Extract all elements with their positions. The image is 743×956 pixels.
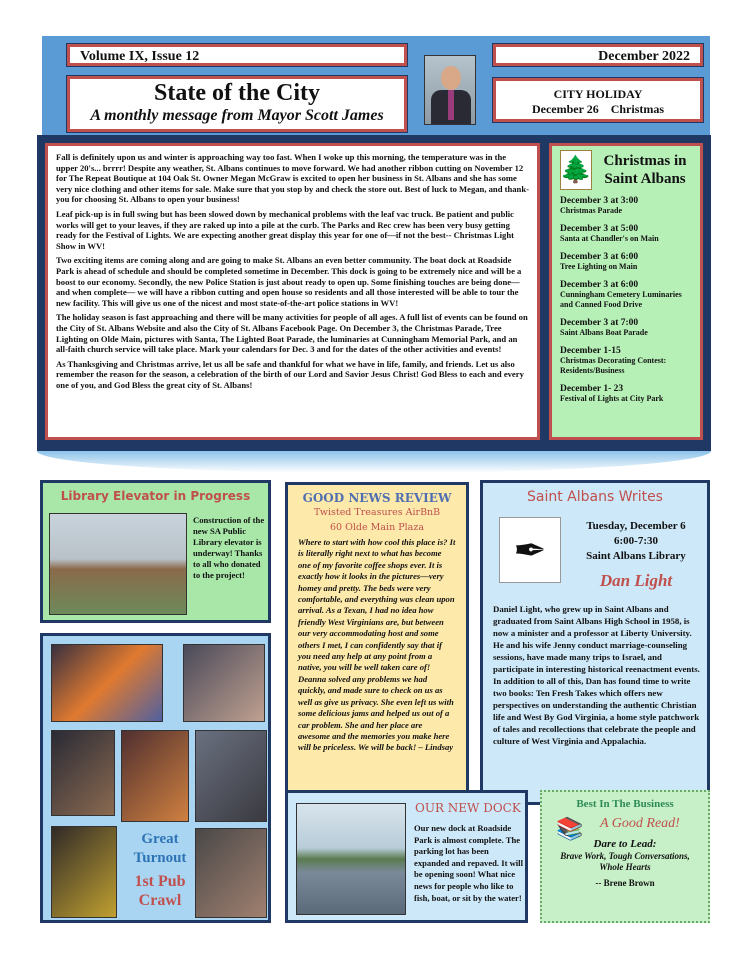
review-address: 60 Olde Main Plaza — [330, 522, 424, 533]
christmas-title: Christmas in Saint Albans — [603, 153, 687, 187]
article-paragraph: Fall is definitely upon us and winter is approaching way too fast. When I woke up this morning, the temperature was in the upper 20's... brrrr! Despite any weather, St. Albans continues to move forward. We had another ribbon cutting on November 12 for The Repeat Boutique at 104 Oak St. Owner Megan McGraw is excited to open her business in St. Albans and she has some very nice clothing and other items for sale. Make sure that you stop by and check the store out. Best of luck to Megan, and thank-you for choosing St. Albans to open your business! — [56, 152, 529, 205]
city-holiday-box — [493, 78, 703, 122]
photo — [51, 826, 117, 918]
best-in-business — [540, 790, 710, 923]
article-paragraph: Two exciting items are coming along and are going to make St. Albans an even better community. The boat dock at Roadside Park is ahead of schedule and should be completed sometime in December. This dock is going to be extremely nice and will be a boost to our economy. Secondly, the new Police Station is just about ready to open up. Some finishing touches are being done—and when complete— we will have a ribbon cutting and open house so residents and all those interested will be able to tour the new facility. This will give us one of the nicest and most state-of-the-art police stations in WV! — [56, 255, 522, 308]
event-name: Cunningham Cemetery Luminaries and Canned Food Drive — [560, 290, 682, 309]
author-signature: Dan Light — [599, 571, 673, 590]
event-item — [560, 318, 692, 338]
mayor-photo — [424, 55, 476, 125]
event-info — [571, 519, 701, 564]
event-item — [560, 196, 692, 216]
photo — [121, 730, 189, 822]
book-title: Dare to Lead: — [593, 838, 657, 850]
pen-icon: ✒ — [499, 517, 561, 583]
review-text: Where to start with how cool this place is? It is literally right next to what has become one of my favorite coffee shops ever. It is exactly how it looks in the pictures—very homey and pretty. The beds were very comfortable, and everything was clean upon arrival. As a Texan, I had no idea how friendly West Virginians are, but between our very accommodating host and some others I met, I can confidently say that if you need any help at any point from a native, you will be well taken care of! Deanna solved any problems we had quickly, and made sure to check on us as well as give us privacy. She even left us with some delicious jams and helped us out of a car problem. She and her place are awesome and the memories you make here will be priceless. We will be back! – Lindsay — [298, 537, 456, 753]
photo — [195, 730, 267, 822]
dock-title: OUR NEW DOCK — [415, 801, 521, 815]
saint-albans-writes — [480, 480, 710, 805]
article-paragraph: The holiday season is fast approaching and there will be many activities for people of all ages. A full list of events can be found on the City of St. Albans Website and also the City of St. Albans Facebook Page. On December 3, the Christmas Parade, Tree Lighting on Olde Main, pictures with Santa, The Lighted Boat Parade, the luminaries at Cunningham Memorial Park, and an all-faith church service will take place. Mark your calendars for Dec. 3 and for the dates of the other activities and events! — [56, 312, 528, 355]
event-name: Christmas Decorating Contest: Residents/Business — [560, 356, 667, 375]
pub-crawl-panel — [40, 633, 271, 923]
pub-crawl-caption — [127, 830, 193, 910]
photo — [183, 644, 265, 722]
library-title: Library Elevator in Progress — [60, 489, 251, 503]
event-name: Festival of Lights at City Park — [560, 394, 664, 403]
event-date: December 3 at 7:00 — [560, 318, 639, 328]
good-news-review — [285, 482, 469, 830]
event-item — [560, 346, 692, 376]
event-item — [560, 224, 692, 244]
photo — [51, 644, 163, 722]
holiday-date: December 26 — [531, 102, 599, 116]
page-title: State of the City — [154, 80, 320, 106]
event-name: Tree Lighting on Main — [560, 262, 638, 271]
tagline: A Good Read! — [600, 816, 680, 831]
new-dock-panel — [285, 790, 528, 923]
event-date: December 1- 23 — [560, 384, 624, 394]
issue-date: December 2022 — [493, 44, 703, 66]
article-paragraph: As Thanksgiving and Christmas arrive, let us all be safe and thankful for what we have in life, family, and friends. Let us also remember the reason for the season, a celebration of the birth of our Lord and Savior Jesus Christ! God Bless to each and every one of you, and God Bless the great city of St. Albans! — [56, 358, 524, 390]
dock-photo — [296, 803, 406, 915]
event-date: December 3 at 6:00 — [560, 252, 639, 262]
review-title: GOOD NEWS REVIEW — [302, 491, 452, 505]
holiday-name: Christmas — [610, 102, 665, 116]
christmas-events — [549, 143, 703, 440]
photo — [51, 730, 115, 816]
holiday-label: CITY HOLIDAY — [553, 87, 643, 101]
book-subtitle: Brave Work, Tough Conversations, Whole Hearts — [560, 851, 690, 872]
event-item — [560, 252, 692, 272]
writes-title: Saint Albans Writes — [527, 489, 663, 505]
library-elevator-photo — [49, 513, 187, 615]
event-date: Tuesday, December 6 — [586, 520, 686, 532]
library-text: Construction of the new SA Public Library elevator is underway! Thanks to all who donated to the project! — [193, 515, 265, 580]
christmas-tree-icon: 🌲 — [560, 150, 592, 190]
volume-issue: Volume IX, Issue 12 — [67, 44, 407, 66]
books-icon: 📚 — [556, 816, 584, 841]
event-time: 6:00-7:30 — [614, 535, 658, 547]
event-name: Saint Albans Boat Parade — [560, 328, 648, 337]
event-date: December 3 at 6:00 — [560, 280, 639, 290]
review-place: Twisted Treasures AirBnB — [313, 507, 441, 518]
event-venue: Saint Albans Library — [586, 550, 686, 562]
caption-line: Great Turnout — [133, 831, 187, 866]
author-bio: Daniel Light, who grew up in Saint Albans and graduated from Saint Albans High School in 1958, is now a minister and a professor at Liberty University. He and his wife Jenny conduct marriage-counseling sessions, have made many trips to Israel, and participate in interesting historical reenactment events. In addition to all of this, Dan has found time to write two books: Ten Fresh Takes which offers new perspectives on understanding the authentic Christian life and West By God Virginia, a home style patchwork of tales and recollections that celebrate the people and culture of West Virginia and Appalachia. — [493, 604, 700, 746]
caption-line: 1st Pub Crawl — [134, 873, 186, 909]
dock-text: Our new dock at Roadside Park is almost complete. The parking lot has been expanded and repaved. It will be opening soon! What nice news for people who like to fish, boat, or sit by the water! — [414, 823, 523, 903]
event-date: December 1-15 — [560, 346, 621, 356]
page-subtitle: A monthly message from Mayor Scott James — [90, 107, 384, 124]
event-date: December 3 at 5:00 — [560, 224, 639, 234]
wave-divider — [37, 451, 711, 473]
event-date: December 3 at 3:00 — [560, 196, 639, 206]
photo — [195, 828, 267, 918]
title-box — [67, 76, 407, 132]
business-title: Best In The Business — [576, 798, 674, 810]
article-paragraph: Leaf pick-up is in full swing but has been slowed down by mechanical problems with the leaf vac truck. Be patient and public works will get to your leaves, if they are raked up into a pile at the curb. The Parks and Rec crew has been very busy getting ready for the Festival of Lights. We are expecting another great display this year for one of—if not the best-- Christmas Light Show in WV! — [56, 208, 514, 251]
library-panel — [40, 480, 271, 623]
event-name: Santa at Chandler's on Main — [560, 234, 659, 243]
event-item — [560, 384, 692, 404]
mayor-article — [45, 143, 540, 440]
event-item — [560, 280, 692, 310]
event-name: Christmas Parade — [560, 206, 622, 215]
book-author: -- Brene Brown — [595, 878, 655, 888]
